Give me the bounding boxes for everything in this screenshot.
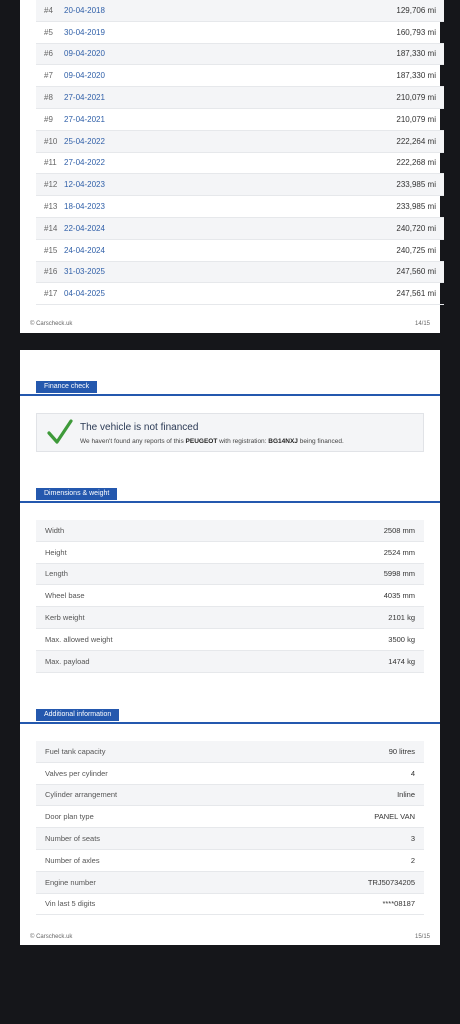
spec-value: 2508 mm xyxy=(383,525,415,535)
table-row xyxy=(36,828,424,850)
table-row xyxy=(36,894,424,916)
row-number: #15 xyxy=(44,245,58,255)
row-mileage: 129,706 mi xyxy=(396,5,436,15)
spec-value: TRJ50734205 xyxy=(367,877,415,887)
row-number: #16 xyxy=(44,267,58,277)
table-row xyxy=(36,218,444,240)
report-page-15 xyxy=(20,350,440,945)
row-date: 24-04-2024 xyxy=(64,245,105,255)
table-row xyxy=(36,131,444,153)
table-row xyxy=(36,153,444,175)
row-mileage: 222,268 mi xyxy=(396,158,436,168)
spec-label: Height xyxy=(45,547,67,557)
row-number: #10 xyxy=(44,136,58,146)
row-number: #12 xyxy=(44,180,58,190)
dimensions-table xyxy=(36,520,424,673)
spec-value: 3500 kg xyxy=(388,634,415,644)
row-date: 09-04-2020 xyxy=(64,49,105,59)
spec-value: 3 xyxy=(410,834,415,844)
row-number: #9 xyxy=(44,114,53,124)
row-number: #5 xyxy=(44,27,53,37)
spec-value: 2524 mm xyxy=(383,547,415,557)
row-mileage: 233,985 mi xyxy=(396,202,436,212)
spec-value: 90 litres xyxy=(388,746,415,756)
additional-section-header xyxy=(20,709,440,723)
report-page-14 xyxy=(20,0,440,333)
table-row xyxy=(36,872,424,894)
dimensions-tab: Dimensions & weight xyxy=(36,488,117,500)
spec-value: 4035 mm xyxy=(383,591,415,601)
row-date: 31-03-2025 xyxy=(64,267,105,277)
table-row xyxy=(36,651,424,673)
spec-value: 2101 kg xyxy=(388,613,415,623)
section-divider xyxy=(20,501,440,503)
copyright-text: © Carscheck.uk xyxy=(30,934,73,940)
section-divider xyxy=(20,722,440,724)
mileage-history-table xyxy=(36,0,444,305)
spec-value: 5998 mm xyxy=(383,569,415,579)
spec-value: PANEL VAN xyxy=(374,812,415,822)
table-row xyxy=(36,607,424,629)
row-number: #11 xyxy=(44,158,57,168)
row-date: 27-04-2021 xyxy=(64,114,105,124)
row-date: 22-04-2024 xyxy=(64,223,105,233)
spec-label: Max. payload xyxy=(45,656,90,666)
checkmark-icon xyxy=(47,418,73,446)
table-row xyxy=(36,806,424,828)
section-divider xyxy=(20,394,440,396)
row-number: #8 xyxy=(44,93,53,103)
row-date: 27-04-2022 xyxy=(64,158,105,168)
table-row xyxy=(36,65,444,87)
table-row xyxy=(36,785,424,807)
spec-label: Kerb weight xyxy=(45,613,85,623)
table-row xyxy=(36,741,424,763)
finance-status-box xyxy=(36,413,424,452)
spec-value: 1474 kg xyxy=(388,656,415,666)
row-number: #13 xyxy=(44,202,58,212)
dimensions-section-header xyxy=(20,488,440,502)
row-mileage: 247,561 mi xyxy=(396,289,436,299)
spec-label: Number of axles xyxy=(45,855,100,865)
row-mileage: 210,079 mi xyxy=(396,114,436,124)
row-mileage: 187,330 mi xyxy=(396,71,436,81)
vehicle-make: PEUGEOT xyxy=(185,438,218,445)
spec-label: Engine number xyxy=(45,877,96,887)
row-mileage: 187,330 mi xyxy=(396,49,436,59)
row-date: 20-04-2018 xyxy=(64,5,105,15)
spec-value: Inline xyxy=(397,790,415,800)
row-date: 30-04-2019 xyxy=(64,27,105,37)
spec-label: Max. allowed weight xyxy=(45,634,113,644)
page-footer xyxy=(30,321,430,327)
finance-status-description: We haven't found any reports of this PEUGEOT with registration: BG14NXJ being financed. xyxy=(80,438,344,445)
page-number: 15/15 xyxy=(414,934,430,940)
spec-label: Cylinder arrangement xyxy=(45,790,118,800)
vehicle-registration: BG14NXJ xyxy=(268,438,298,445)
finance-tab: Finance check xyxy=(36,381,97,393)
table-row xyxy=(36,22,444,44)
table-row xyxy=(36,87,444,109)
spec-label: Vin last 5 digits xyxy=(45,899,96,909)
row-number: #7 xyxy=(44,71,53,81)
row-date: 18-04-2023 xyxy=(64,202,105,212)
table-row xyxy=(36,850,424,872)
row-mileage: 160,793 mi xyxy=(396,27,436,37)
table-row xyxy=(36,240,444,262)
row-mileage: 240,720 mi xyxy=(396,223,436,233)
spec-label: Door plan type xyxy=(45,812,94,822)
row-date: 09-04-2020 xyxy=(64,71,105,81)
spec-value: ****08187 xyxy=(382,899,415,909)
spec-label: Length xyxy=(45,569,68,579)
spec-value: 2 xyxy=(410,855,415,865)
table-row xyxy=(36,520,424,542)
table-row xyxy=(36,542,424,564)
spec-label: Wheel base xyxy=(45,591,85,601)
spec-value: 4 xyxy=(410,768,415,778)
spec-label: Width xyxy=(45,525,65,535)
row-mileage: 222,264 mi xyxy=(396,136,436,146)
table-row xyxy=(36,109,444,131)
spec-label: Valves per cylinder xyxy=(45,768,108,778)
row-date: 25-04-2022 xyxy=(64,136,105,146)
row-number: #17 xyxy=(44,289,58,299)
row-date: 04-04-2025 xyxy=(64,289,105,299)
table-row xyxy=(36,262,444,284)
finance-section-header xyxy=(20,381,440,395)
row-number: #6 xyxy=(44,49,53,59)
table-row xyxy=(36,44,444,66)
table-row xyxy=(36,174,444,196)
spec-label: Fuel tank capacity xyxy=(45,746,106,756)
finance-status-title: The vehicle is not financed xyxy=(80,422,199,433)
page-footer xyxy=(30,934,430,940)
row-date: 12-04-2023 xyxy=(64,180,105,190)
table-row xyxy=(36,629,424,651)
additional-info-tab: Additional information xyxy=(36,709,119,721)
row-mileage: 240,725 mi xyxy=(396,245,436,255)
row-mileage: 233,985 mi xyxy=(396,180,436,190)
table-row xyxy=(36,196,444,218)
table-row xyxy=(36,585,424,607)
table-row xyxy=(36,0,444,22)
table-row xyxy=(36,763,424,785)
spec-label: Number of seats xyxy=(45,834,101,844)
table-row xyxy=(36,283,444,305)
row-number: #14 xyxy=(44,223,58,233)
table-row xyxy=(36,564,424,586)
row-mileage: 247,560 mi xyxy=(396,267,436,277)
additional-info-table xyxy=(36,741,424,915)
row-mileage: 210,079 mi xyxy=(396,93,436,103)
copyright-text: © Carscheck.uk xyxy=(30,321,73,327)
row-number: #4 xyxy=(44,5,53,15)
row-date: 27-04-2021 xyxy=(64,93,105,103)
page-number: 14/15 xyxy=(414,321,430,327)
